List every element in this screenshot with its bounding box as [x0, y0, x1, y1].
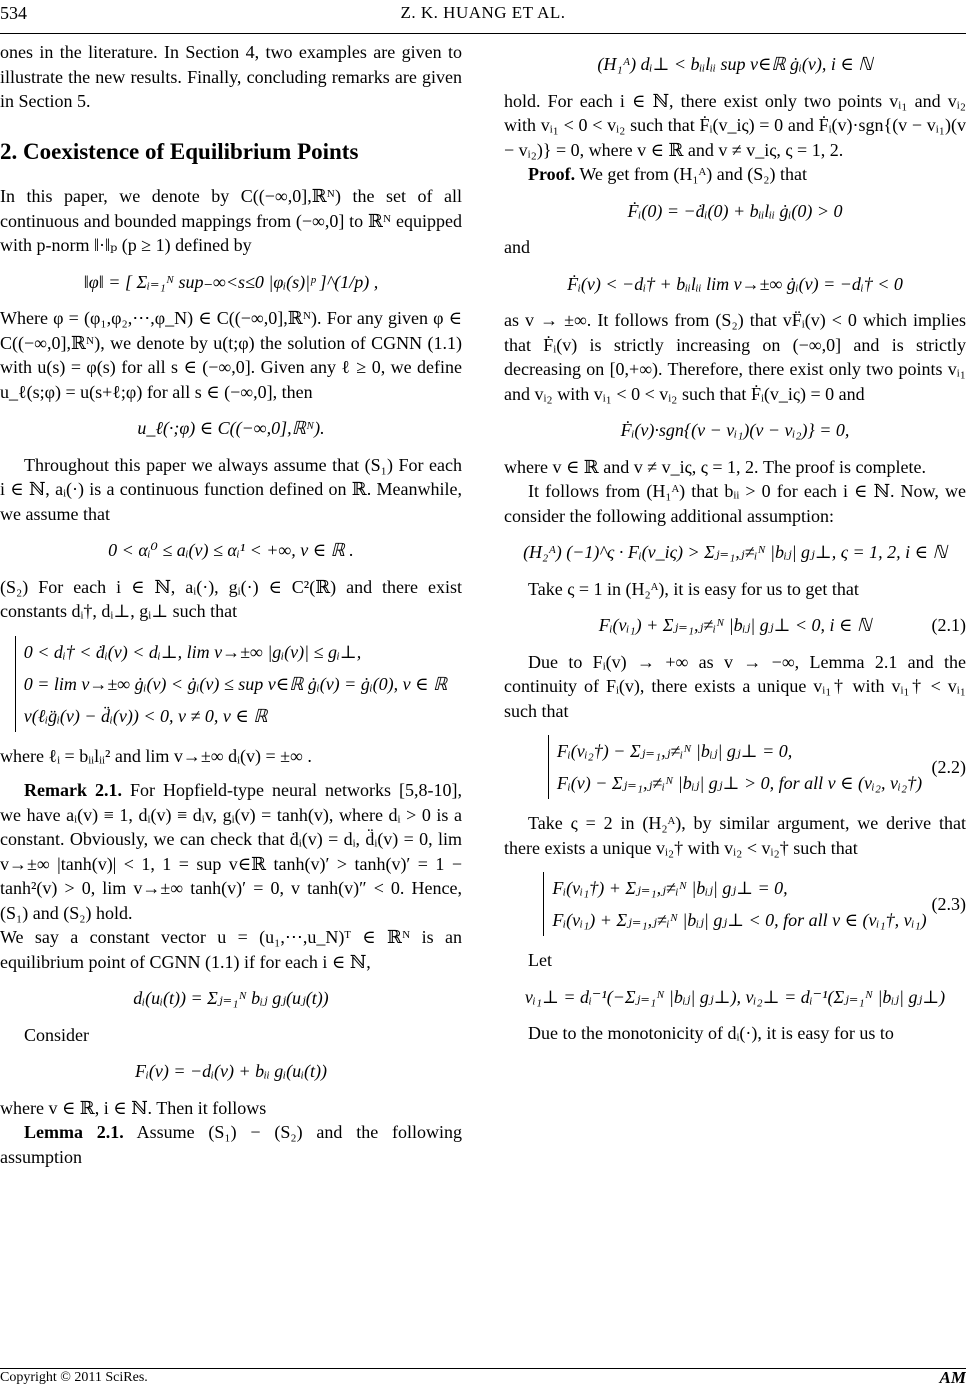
paragraph-and: and: [504, 235, 966, 260]
paragraph-consider: Consider: [0, 1023, 462, 1048]
right-column: [504, 40, 966, 1046]
equation-proof-2: Ḟᵢ(v) < −dᵢ† + bᵢᵢlᵢᵢ lim v→±∞ ġᵢ(v) = −dᵢ† < 0: [504, 272, 966, 297]
paragraph-proof-end: where v ∈ ℝ and v ≠ v_iς, ς = 1, 2. The proof is complete.: [504, 455, 966, 480]
lemma-text: Assume (S₁) − (S₂) and the following assumption: [0, 1122, 462, 1167]
s2-line-2: 0 = lim v→±∞ ġᵢ(v) < ġᵢ(v) ≤ sup v∈ℝ ġᵢ(v) = ġᵢ(0), v ∈ ℝ: [24, 674, 447, 694]
intro-paragraph: ones in the literature. In Section 4, two examples are given to illustrate the new results. Finally, concluding remarks are given in Section 5.: [0, 40, 462, 114]
equation-let: vᵢ₁⊥ = dᵢ⁻¹(−Σⱼ₌₁ᴺ |bᵢⱼ| gⱼ⊥), vᵢ₂⊥ = dᵢ⁻¹(Σⱼ₌₁ᴺ |bᵢⱼ| gⱼ⊥): [504, 985, 966, 1010]
equation-system-s2: [0, 636, 462, 732]
footer-rule: [0, 1368, 966, 1369]
header-rule: [0, 33, 966, 34]
paragraph-let: Let: [504, 948, 966, 973]
equation-bound: 0 < αᵢ⁰ ≤ aᵢ(v) ≤ αᵢ¹ < +∞, v ∈ ℝ .: [0, 538, 462, 563]
paragraph-due-to: Due to Fᵢ(v) → +∞ as v → −∞, Lemma 2.1 and the continuity of Fᵢ(v), there exists a unique vᵢ₁† with vᵢ₁† < vᵢ₁ such that: [504, 650, 966, 724]
eq-2-2-line-1: Fᵢ(vᵢ₂†) − Σⱼ₌₁,ⱼ≠ᵢᴺ |bᵢⱼ| gⱼ⊥ = 0,: [557, 741, 792, 761]
footer-copyright: Copyright © 2011 SciRes.: [0, 1370, 148, 1386]
paragraph-proof-monotone: as v → ±∞. It follows from (S₂) that vF̈ᵢ(v) < 0 which implies that Ḟᵢ(v) is strictly increasing on (−∞,0] and is strictly decreasing on [0,+∞). Therefore, there exist only two points vᵢ₁ and vᵢ₂ with vᵢ₁ < 0 < vᵢ₂ such that Ḟᵢ(v_iς) = 0 and: [504, 308, 966, 406]
paragraph-where-v: where v ∈ ℝ, i ∈ ℕ. Then it follows: [0, 1096, 462, 1121]
equation-2-2-number: (2.2): [932, 755, 966, 780]
equation-norm: ‖φ‖ = [ Σᵢ₌₁ᴺ sup₋∞<s≤0 |φᵢ(s)|ᵖ ]^(1/p) ,: [0, 270, 462, 295]
paragraph-phi-def: Where φ = (φ₁,φ₂,⋯,φ_N) ∈ C((−∞,0],ℝᴺ). For any given φ ∈ C((−∞,0],ℝᴺ), we denote by u(t;φ) the solution of CGNN (1.1) with u(s) = φ(s) for all s ∈ (−∞,0]. Given any ℓ ≥ 0, we define u_ℓ(s;φ) = u(s+ℓ;φ) for all s ∈ (−∞,0], then: [0, 306, 462, 404]
paragraph-take-2: Take ς = 2 in (H₂ᴬ), by similar argument, we derive that there exists a unique vᵢ₂† with vᵢ₂ < vᵢ₂† such that: [504, 811, 966, 860]
equation-2-1-number: (2.1): [932, 613, 966, 638]
paragraph-monotonicity: Due to the monotonicity of dᵢ(·), it is easy for us to: [504, 1021, 966, 1046]
equation-shift: u_ℓ(·;φ) ∈ C((−∞,0],ℝᴺ).: [0, 416, 462, 441]
section-heading: 2. Coexistence of Equilibrium Points: [0, 140, 462, 165]
paragraph-take-1: Take ς = 1 in (H₂ᴬ), it is easy for us to get that: [504, 577, 966, 602]
equation-equilibrium: dᵢ(uᵢ(t)) = Σⱼ₌₁ᴺ bᵢⱼ gⱼ(uⱼ(t)): [0, 986, 462, 1011]
equation-2-1-body: Fᵢ(vᵢ₁) + Σⱼ₌₁,ⱼ≠ᵢᴺ |bᵢⱼ| gⱼ⊥ < 0, i ∈ ℕ: [599, 615, 872, 635]
remark-2-1: [0, 778, 462, 925]
remark-text: For Hopfield-type neural networks [5,8-10], we have aᵢ(v) ≡ 1, dᵢ(v) ≡ dᵢv, gᵢ(v) = tanh(v), where dᵢ > 0 is a constant. Obviously, we can check that ḋᵢ(v) = dᵢ, d̈ᵢ(v) = 0, lim v→±∞ |tanh(v)| < 1, 1 = sup v∈ℝ tanh(v)′ > tanh(v)′ = 1 − tanh²(v) > 0, lim v→±∞ tanh(v)′ = 0, v tanh(v)″ < 0. Hence, (S₁) and (S₂) hold.: [0, 780, 462, 923]
proof-paragraph: [504, 162, 966, 187]
lemma-label: Lemma 2.1.: [24, 1122, 124, 1142]
equation-2-1: [504, 613, 966, 638]
remark-label: Remark 2.1.: [24, 780, 122, 800]
proof-label: Proof.: [528, 164, 575, 184]
running-title: Z. K. HUANG ET AL.: [0, 3, 966, 23]
eq-2-3-line-2: Fᵢ(vᵢ₁) + Σⱼ₌₁,ⱼ≠ᵢᴺ |bᵢⱼ| gⱼ⊥ < 0, for all v ∈ (vᵢ₁†, vᵢ₁): [552, 910, 926, 930]
eq-2-3-line-1: Fᵢ(vᵢ₁†) + Σⱼ₌₁,ⱼ≠ᵢᴺ |bᵢⱼ| gⱼ⊥ = 0,: [552, 878, 787, 898]
page-number: 534: [0, 3, 27, 24]
paragraph-assumption-s1: Throughout this paper we always assume that (S₁) For each i ∈ ℕ, aᵢ(·) is a continuous function defined on ℝ. Meanwhile, we assume that: [0, 453, 462, 527]
paragraph-lemma-conclusion: hold. For each i ∈ ℕ, there exist only two points vᵢ₁ and vᵢ₂ with vᵢ₁ < 0 < vᵢ₂ such that Ḟᵢ(v_iς) = 0 and Ḟᵢ(v)·sgn{(v − vᵢ₁)(v − vᵢ₂)} = 0, where v ∈ ℝ and v ≠ v_iς, ς = 1, 2.: [504, 89, 966, 163]
equation-proof-1: Ḟᵢ(0) = −ḋᵢ(0) + bᵢᵢlᵢᵢ ġᵢ(0) > 0: [504, 199, 966, 224]
lemma-2-1: [0, 1120, 462, 1169]
proof-text: We get from (H₁ᴬ) and (S₂) that: [579, 164, 807, 184]
paragraph-equilibrium-def: We say a constant vector u = (u₁,⋯,u_N)ᵀ ∈ ℝᴺ is an equilibrium point of CGNN (1.1) if for each i ∈ ℕ,: [0, 925, 462, 974]
paragraph-assumption-s2: (S₂) For each i ∈ ℕ, aᵢ(·), gᵢ(·) ∈ C²(ℝ) and there exist constants dᵢ†, dᵢ⊥, gᵢ⊥ such that: [0, 575, 462, 624]
equation-2-3-number: (2.3): [932, 892, 966, 917]
equation-H1A: (H₁ᴬ) dᵢ⊥ < bᵢᵢlᵢᵢ sup v∈ℝ ġᵢ(v), i ∈ ℕ: [504, 52, 966, 77]
equation-F-def: Fᵢ(v) = −dᵢ(v) + bᵢᵢ gᵢ(uᵢ(t)): [0, 1059, 462, 1084]
equation-2-2: [504, 735, 966, 799]
equation-H2A: (H₂ᴬ) (−1)^ς · Fᵢ(v_iς) > Σⱼ₌₁,ⱼ≠ᵢᴺ |bᵢⱼ| gⱼ⊥, ς = 1, 2, i ∈ ℕ: [504, 540, 966, 565]
equation-2-3: [504, 872, 966, 936]
footer-journal: AM: [940, 1368, 966, 1388]
paragraph-where-l: where ℓᵢ = bᵢᵢlᵢᵢ² and lim v→±∞ dᵢ(v) = ±∞ .: [0, 744, 462, 769]
equation-proof-3: Ḟᵢ(v)·sgn{(v − vᵢ₁)(v − vᵢ₂)} = 0,: [504, 418, 966, 443]
left-column: [0, 40, 462, 1169]
eq-2-2-line-2: Fᵢ(v) − Σⱼ₌₁,ⱼ≠ᵢᴺ |bᵢⱼ| gⱼ⊥ > 0, for all v ∈ (vᵢ₂, vᵢ₂†): [557, 773, 922, 793]
paragraph-additional-assumption: It follows from (H₁ᴬ) that bᵢᵢ > 0 for each i ∈ ℕ. Now, we consider the following additional assumption:: [504, 479, 966, 528]
paragraph-norm-def: In this paper, we denote by C((−∞,0],ℝᴺ) the set of all continuous and bounded mappings from (−∞,0] to ℝᴺ equipped with p-norm ‖·‖ₚ (p ≥ 1) defined by: [0, 184, 462, 258]
s2-line-3: v(ℓᵢg̈ᵢ(v) − d̈ᵢ(v)) < 0, v ≠ 0, v ∈ ℝ: [24, 706, 268, 726]
s2-line-1: 0 < dᵢ† < ḋᵢ(v) < dᵢ⊥, lim v→±∞ |gᵢ(v)| ≤ gᵢ⊥,: [24, 642, 361, 662]
